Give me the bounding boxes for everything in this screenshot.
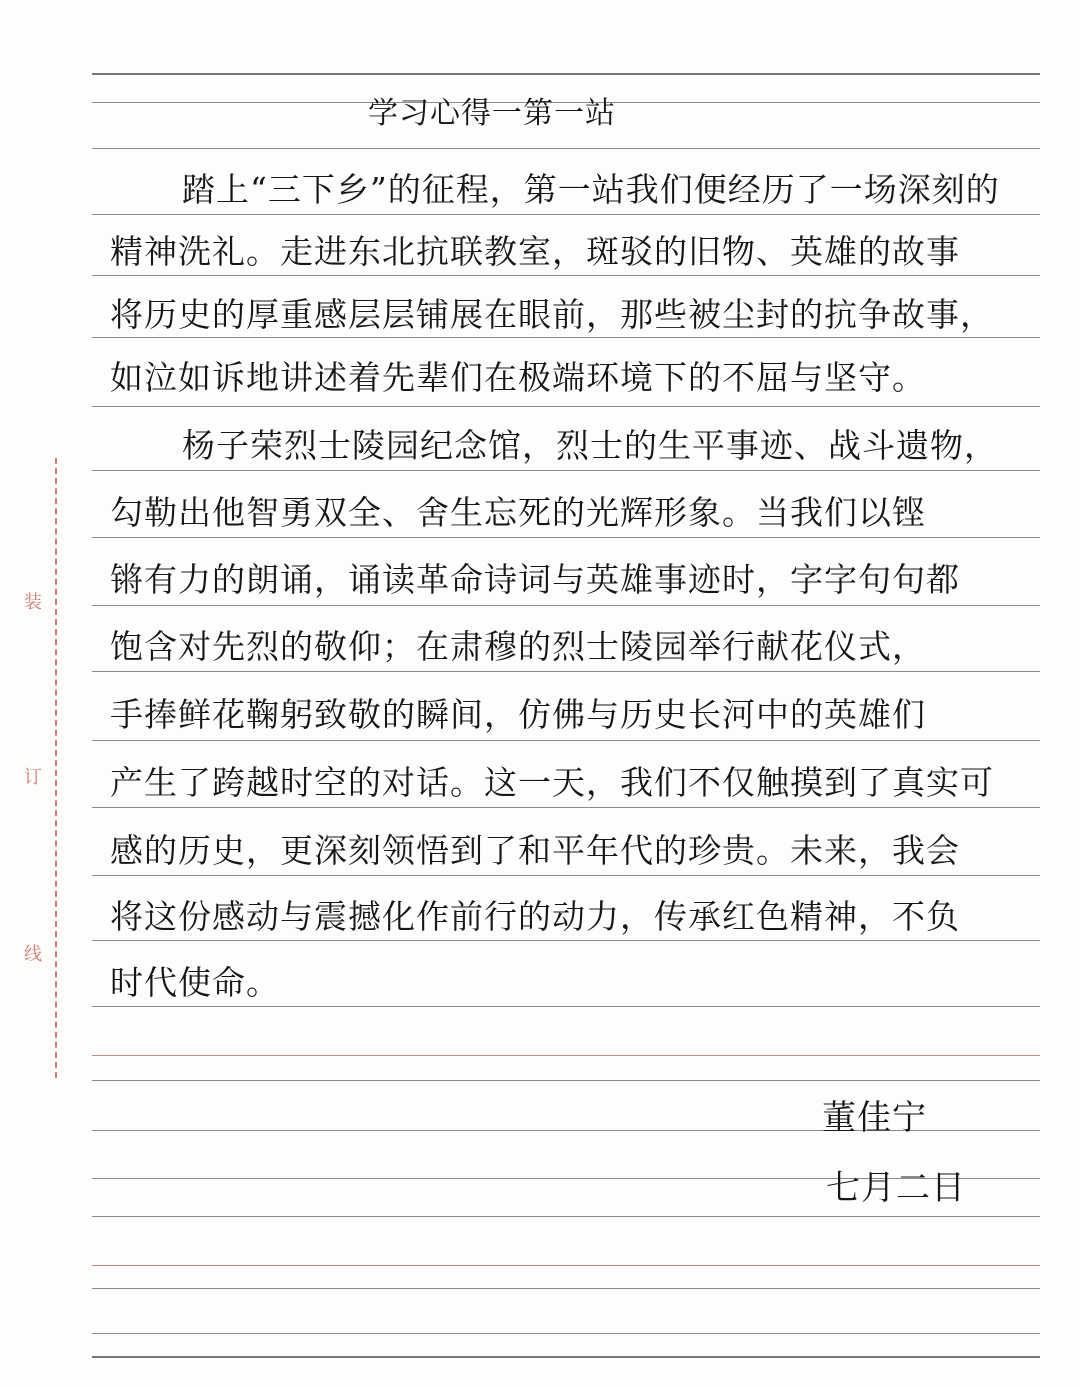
rule-line (92, 807, 1040, 808)
rule-line (92, 1216, 1040, 1217)
rule-line (92, 1055, 1040, 1056)
note-line-1: 踏上“三下乡”的征程，第一站我们便经历了一场深刻的 (182, 170, 1000, 209)
rule-line (92, 1333, 1040, 1334)
binding-line (55, 458, 57, 1078)
rule-line (92, 1006, 1040, 1007)
note-line-3: 将历史的厚重感层层铺展在眼前，那些被尘封的抗争故事， (110, 295, 994, 334)
rule-line (92, 940, 1040, 941)
rule-line (92, 406, 1040, 407)
signature-name: 董佳宁 (822, 1098, 927, 1138)
binding-char-xian: 线 (24, 944, 42, 965)
note-line-4: 如泣如诉地讲述着先辈们在极端环境下的不屈与坚守。 (110, 358, 926, 397)
binding-char-ding: 订 (24, 767, 42, 788)
rule-line (92, 1288, 1040, 1289)
rule-line (92, 470, 1040, 471)
note-line-2: 精神洗礼。走进东北抗联教室，斑驳的旧物、英雄的故事 (110, 232, 960, 271)
rule-line (92, 214, 1040, 215)
rule-line (92, 73, 1040, 75)
note-line-7: 锵有力的朗诵，诵读革命诗词与英雄事迹时，字字句句都 (110, 560, 960, 599)
note-line-11: 感的历史，更深刻领悟到了和平年代的珍贵。未来，我会 (110, 831, 960, 870)
rule-line (92, 537, 1040, 538)
rule-line (92, 605, 1040, 606)
rule-line (92, 275, 1040, 276)
signature-date: 七月二日 (826, 1168, 966, 1208)
note-line-12: 将这份感动与震撼化作前行的动力，传承红色精神，不负 (110, 897, 960, 936)
note-line-9: 手捧鲜花鞠躬致敬的瞬间，仿佛与历史长河中的英雄们 (110, 695, 926, 734)
note-line-6: 勾勒出他智勇双全、舍生忘死的光辉形象。当我们以铿 (110, 493, 926, 532)
rule-line (92, 1265, 1040, 1266)
note-line-8: 饱含对先烈的敬仰；在肃穆的烈士陵园举行献花仪式， (110, 627, 926, 666)
note-line-5: 杨子荣烈士陵园纪念馆，烈士的生平事迹、战斗遗物， (182, 426, 998, 465)
rule-line (92, 1080, 1040, 1081)
rule-line (92, 337, 1040, 338)
rule-line (92, 148, 1040, 149)
rule-line (92, 1356, 1040, 1358)
note-line-13: 时代使命。 (110, 963, 280, 1002)
rule-line (92, 671, 1040, 672)
note-line-10: 产生了跨越时空的对话。这一天，我们不仅触摸到了真实可 (110, 763, 994, 802)
rule-line (92, 740, 1040, 741)
rule-line (92, 875, 1040, 876)
note-title: 学习心得一第一站 (368, 96, 616, 131)
binding-char-zhuang: 装 (24, 592, 42, 613)
